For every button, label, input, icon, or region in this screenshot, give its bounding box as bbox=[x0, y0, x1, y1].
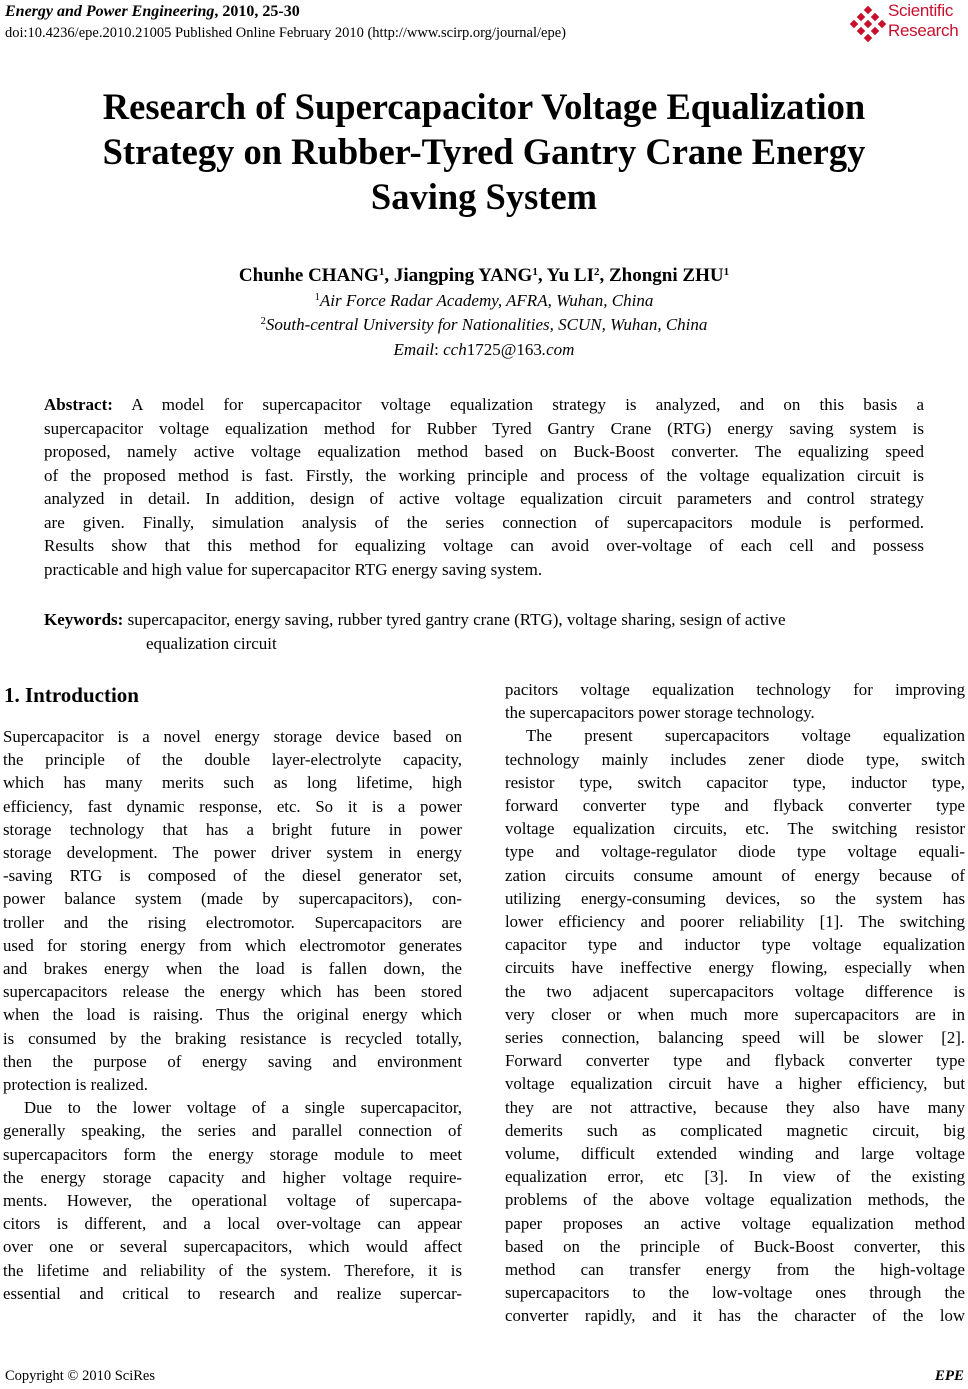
abstract-line: Results show that this method for equalizing voltage can avoid over-voltage of each cell and possess bbox=[44, 536, 924, 555]
body-text-line: very closer or when much more supercapacitors are in bbox=[505, 1004, 965, 1024]
author-name: Yu LI bbox=[546, 265, 594, 286]
right-column bbox=[505, 678, 965, 1328]
body-text-line: they are not attractive, because they also have many bbox=[505, 1097, 965, 1117]
journal-year-pages: , 2010, 25-30 bbox=[214, 3, 300, 20]
body-text-line: equalization error, etc [3]. In view of the existing bbox=[505, 1167, 965, 1187]
author-affiliation-mark: 2 bbox=[594, 266, 600, 278]
author-affiliation-mark: 1 bbox=[532, 266, 538, 278]
body-text-line: Forward converter type and flyback converter type bbox=[505, 1051, 965, 1071]
body-text-line: lower efficiency and poorer reliability [1]. The switching bbox=[505, 912, 965, 932]
logo-text-research: Research bbox=[888, 21, 959, 40]
author-list bbox=[0, 264, 968, 288]
email-line: Email: cch1725@163.com bbox=[393, 340, 575, 359]
affiliation-text: South-central University for Nationalities, SCUN, Wuhan, China bbox=[265, 315, 708, 334]
body-text-line: paper proposes an active voltage equalization method bbox=[505, 1213, 965, 1233]
keywords-label: Keywords: bbox=[44, 610, 124, 629]
body-text-line: volume, difficult extended winding and large voltage bbox=[505, 1144, 965, 1164]
affiliation-2 bbox=[0, 314, 968, 336]
body-text-line: forward converter type and flyback converter type bbox=[505, 796, 965, 816]
email-user: cch bbox=[443, 340, 467, 359]
body-text-line: technology mainly includes zener diode type, switch bbox=[505, 749, 965, 769]
abstract-line: are given. Finally, simulation analysis of the series connection of supercapacitors module is performed. bbox=[44, 512, 924, 532]
author-name: Jiangping YANG bbox=[393, 265, 533, 286]
body-text-line: circuits have ineffective energy flowing, especially when bbox=[505, 958, 965, 978]
author-affiliation-mark: 1 bbox=[723, 266, 730, 278]
body-text-line: demerits such as complicated magnetic circuit, big bbox=[505, 1120, 965, 1140]
author-separator: , bbox=[599, 265, 609, 286]
body-text-line: the lifetime and reliability of the system. Therefore, it is bbox=[3, 1260, 462, 1280]
email-domain: .com bbox=[541, 340, 575, 359]
keywords-text: supercapacitor, energy saving, rubber tyred gantry crane (RTG), voltage sharing, sesign of active bbox=[127, 610, 786, 629]
body-text-line: Supercapacitor is a novel energy storage device based on bbox=[3, 727, 462, 746]
abstract-line: supercapacitor voltage equalization method for Rubber Tyred Gantry Crane (RTG) energy saving system is bbox=[44, 418, 924, 438]
title-line: Strategy on Rubber-Tyred Gantry Crane Energy bbox=[102, 131, 866, 172]
affiliation-mark: 2 bbox=[260, 316, 266, 327]
body-text-line: storage technology that has a bright future in power bbox=[3, 819, 462, 839]
abstract-line: analyzed in detail. In addition, design of active voltage equalization circuit parameters and control strategy bbox=[44, 489, 924, 508]
body-text-line: supercapacitors release the energy which has been stored bbox=[3, 982, 462, 1002]
body-text-line: converter rapidly, and it has the character of the low bbox=[505, 1306, 965, 1326]
footer-copyright: Copyright © 2010 SciRes bbox=[5, 1368, 155, 1384]
body-text-line: which has many merits such as long lifetime, high bbox=[3, 773, 462, 793]
body-text-line: over one or several supercapacitors, which would affect bbox=[3, 1237, 462, 1257]
affiliation-mark: 1 bbox=[314, 292, 320, 303]
author-separator: , bbox=[537, 265, 547, 286]
body-text-line: series connection, balancing speed will be slower [2]. bbox=[505, 1028, 965, 1048]
email-label: Email bbox=[393, 340, 435, 359]
abstract-line bbox=[44, 393, 924, 417]
body-text-line: troller and the rising electromotor. Supercapacitors are bbox=[3, 912, 462, 932]
body-text-line: the supercapacitors power storage technology. bbox=[505, 703, 815, 723]
author-name: Chunhe CHANG bbox=[238, 265, 379, 286]
body-text-line: the energy storage capacity and higher voltage require- bbox=[3, 1167, 462, 1187]
body-text-line: the two adjacent supercapacitors voltage difference is bbox=[505, 981, 965, 1001]
keywords-line bbox=[44, 608, 924, 632]
body-text-line: capacitor type and inductor type voltage equalization bbox=[505, 935, 965, 955]
abstract bbox=[44, 393, 924, 581]
body-text-line: zation circuits consume amount of energy because of bbox=[505, 865, 965, 885]
abstract-text: A model for supercapacitor voltage equalization strategy is analyzed, and on this basis a bbox=[131, 395, 925, 414]
body-text-line: resistor type, switch capacitor type, inductor type, bbox=[505, 772, 965, 792]
body-text-line: pacitors voltage equalization technology for improving bbox=[505, 680, 965, 699]
left-column bbox=[3, 725, 462, 1305]
body-text-line: used for storing energy from which electromotor generates bbox=[3, 935, 462, 955]
body-text-line: storage development. The power driver system in energy bbox=[3, 843, 462, 863]
journal-citation bbox=[5, 2, 300, 22]
body-text-line: efficiency, fast dynamic response, etc. So it is a power bbox=[3, 796, 462, 816]
section-heading: 1. Introduction bbox=[4, 683, 139, 707]
body-text-line: ments. However, the operational voltage of supercapa- bbox=[3, 1191, 462, 1211]
paper-title bbox=[40, 84, 928, 219]
email-digits: 1725@163 bbox=[466, 340, 542, 359]
body-text-line: then the purpose of energy saving and environment bbox=[3, 1051, 462, 1071]
body-text-line: voltage equalization circuit have a higher efficiency, but bbox=[505, 1074, 965, 1094]
footer-journal-abbr: EPE bbox=[934, 1368, 964, 1384]
abstract-label: Abstract: bbox=[44, 395, 113, 414]
body-text-line: based on the principle of Buck-Boost converter, this bbox=[505, 1236, 965, 1256]
doi-line: doi:10.4236/epe.2010.21005 Published Online February 2010 (http://www.scirp.org/journal/epe) bbox=[5, 25, 566, 41]
affiliation-1 bbox=[0, 290, 968, 312]
body-text-line: voltage equalization circuits, etc. The switching resistor bbox=[505, 819, 965, 839]
body-text-line: The present supercapacitors voltage equalization bbox=[526, 726, 965, 746]
body-text-line: power balance system (made by supercapacitors), con- bbox=[3, 889, 462, 909]
body-text-line: and brakes energy when the load is fallen down, the bbox=[3, 959, 462, 979]
body-text-line: -saving RTG is composed of the diesel generator set, bbox=[3, 866, 462, 886]
body-text-line: protection is realized. bbox=[3, 1075, 148, 1095]
publisher-logo bbox=[850, 2, 966, 42]
author-name: Zhongni ZHU bbox=[609, 265, 724, 286]
author-affiliation-mark: 1 bbox=[378, 266, 385, 278]
abstract-line: practicable and high value for supercapacitor RTG energy saving system. bbox=[44, 559, 543, 579]
author-separator: , bbox=[384, 265, 394, 286]
body-text-line: supercapacitors to the low-voltage ones through the bbox=[505, 1283, 965, 1303]
body-text-line: Due to the lower voltage of a single supercapacitor, bbox=[24, 1098, 462, 1118]
journal-name: Energy and Power Engineering bbox=[5, 3, 215, 20]
body-text-line: is consumed by the braking resistance is recycled totally, bbox=[3, 1028, 462, 1048]
body-text-line: citors is different, and a local over-voltage can appear bbox=[3, 1214, 462, 1234]
body-text-line: supercapacitors form the energy storage module to meet bbox=[3, 1144, 462, 1164]
body-text-line: type and voltage-regulator diode type voltage equali- bbox=[505, 842, 965, 862]
abstract-line: proposed, namely active voltage equalization method based on Buck-Boost converter. The equalizing speed bbox=[44, 442, 924, 461]
abstract-line: of the proposed method is fast. Firstly, the working principle and process of the voltage equalization circuit is bbox=[44, 465, 924, 485]
title-line: Research of Supercapacitor Voltage Equalization bbox=[102, 86, 866, 127]
logo-text-scientific: Scientific bbox=[888, 1, 954, 20]
title-line: Saving System bbox=[370, 176, 598, 217]
body-text-line: when the load is raising. Thus the original energy which bbox=[3, 1005, 462, 1025]
body-text-line: method can transfer energy from the high-voltage bbox=[505, 1260, 965, 1280]
affiliation-text: Air Force Radar Academy, AFRA, Wuhan, China bbox=[319, 291, 654, 310]
publisher-logo-icon bbox=[850, 6, 886, 42]
body-text-line: generally speaking, the series and parallel connection of bbox=[3, 1121, 462, 1141]
body-text-line: problems of the above voltage equalization methods, the bbox=[505, 1190, 965, 1210]
keywords-line: equalization circuit bbox=[146, 633, 277, 653]
body-text-line: the principle of the double layer-electrolyte capacity, bbox=[3, 750, 462, 770]
body-text-line: utilizing energy-consuming devices, so the system has bbox=[505, 888, 965, 908]
body-text-line: essential and critical to research and realize supercar- bbox=[3, 1283, 462, 1303]
keywords bbox=[44, 608, 924, 655]
